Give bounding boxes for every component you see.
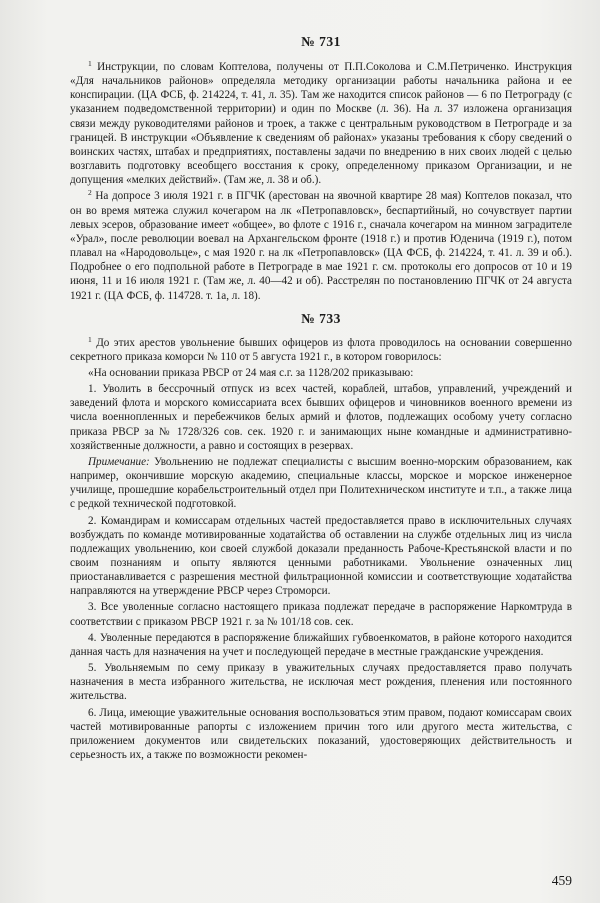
footnote-marker: 1 — [88, 59, 92, 68]
order-note — [70, 455, 572, 512]
note-text: Увольнению не подлежат специалисты с высшим военно-морским образованием, как например, окончившие морскую академию, специальные классы, морское и морское инженерное училище, прошедшие корабельстроительный отдел при Политехническом институте и т.п., а также лица с редкой технической подготовкой. — [70, 455, 572, 511]
order-item-4: 4. Уволенные передаются в распоряжение ближайших губвоенкоматов, в районе которого находится данная часть для назначения на учет и последующей передаче в местные гражданские учреждения. — [70, 631, 572, 658]
heading-731: № 731 — [301, 34, 341, 49]
footnote-marker: 1 — [88, 334, 92, 344]
order-item-6: 6. Лица, имеющие уважительные основания воспользоваться этим правом, подают комиссарам своих частей мотивированные рапорты с изложением причин того или другого места жительства, с приложением документов или свидетельских показаний, удостоверяющих действительность и серьезность их, а также по возможности рекомен- — [70, 706, 572, 762]
order-item-2: 2. Командирам и комиссарам отдельных частей предоставляется право в исключительных случаях возбуждать по команде мотивированные ходатайства об оставлении на службе отдельных лиц из числа подлежащих увольнению, кои своей службой доказали преданность Рабоче-Крестьянской власти и по своим познаниям и опыту являются ценными работниками. Увольнение означенных лиц приостанавливается с разрешения местной фильтрационной комиссии и соответствующие ходатайства направляются на утверждение РВСР через Строморси. — [70, 514, 572, 598]
note-label: Примечание: — [88, 455, 150, 468]
page-number: 459 — [551, 873, 572, 888]
note-text: До этих арестов увольнение бывших офицеров из флота проводилось на основании совершенно секретного приказа коморси № 110 от 5 августа 1921 г., в котором говорилось: — [70, 336, 572, 363]
order-item-5: 5. Увольняемым по сему приказу в уважительных случаях предоставляется право получать назначения в места избранного жительства, не исключая мест рождения, пленения или постоянного жительства. — [70, 662, 572, 703]
order-opening: «На основании приказа РВСР от 24 мая с.г. за 1128/202 приказываю: — [88, 366, 414, 379]
order-item-3: 3. Все уволенные согласно настоящего приказа подлежат передаче в распоряжение Наркомтруда в соответствии с приказом РВСР 1921 г. за № 101/18 сов. сек. — [70, 601, 572, 628]
note-733-intro — [70, 336, 572, 364]
heading-733: № 733 — [301, 310, 341, 326]
note-text: На допросе 3 июля 1921 г. в ПГЧК (арестован на явочной квартире 28 мая) Коптелов показал, что он во время мятежа служил кочегаром на лк «Петропавловск», беспартийный, но сочувствует партии левых эсеров, образование имеет «общее», во флоте с 1916 г., сначала кочегаром на минном заградителе «Урал», после революции воевал на Архангельском фронте (1918 г.) и против Юденича (1919 г.), потом плавал на «Народовольце», с мая 1920 г. на лк «Петропавловск» (ЦА ФСБ, ф. 214224, т. 41. л. 39 и об.). Подробнее о его подпольной работе в Петрограде в мае 1921 г. см. протоколы его допросов от 10 и 19 июня, 11 и 16 июля 1921 г. (Там же, л. 40—42 и об). Расстрелян по постановлению ПГЧК от 24 августа 1921 г. (ЦА ФСБ, ф. 114728. т. 1а, л. 18). — [70, 190, 572, 302]
note-731-1 — [70, 60, 572, 187]
note-731-2 — [70, 189, 572, 302]
footnote-marker: 2 — [88, 188, 92, 198]
order-item-1: 1. Уволить в бессрочный отпуск из всех частей, кораблей, штабов, управлений, учреждений и заведений флота и морского комиссариата всех бывших офицеров и чиновников военного времени из числа военнопленных и перебежчиков белых армий и флотов, подлежащих особому учету согласно приказа РВСР за № 1728/326 сов. сек. 1920 г. и занимающих ныне командные и административно-хозяйственные должности, а равно и состоящих в резервах. — [70, 383, 572, 452]
note-text: Инструкции, по словам Коптелова, получены от П.П.Соколова и С.М.Петриченко. Инструкция «Для начальников районов» определяла методику организации работы начальника района и ее конспирации. (ЦА ФСБ, ф. 214224, т. 41, л. 35). Там же находится список районов — 6 по Петрограду (с указанием подведомственной территории) и один по Москве (л. 36). На л. 37 изложена организация связи между руководителями районов и троек, а также с центральным руководством в Петрограде и за границей. В инструкции «Объявление к сведениям об районах» указаны требования к сбору сведений о воинских частях, штабах и предприятиях, поставлены задачи по внедрению в них своих людей с целью возглавить подготовку всеобщего восстания к сроку, определенному приказом Организации, и не допущения «мелких действий». (Там же, л. 38 и об.). — [70, 61, 572, 187]
